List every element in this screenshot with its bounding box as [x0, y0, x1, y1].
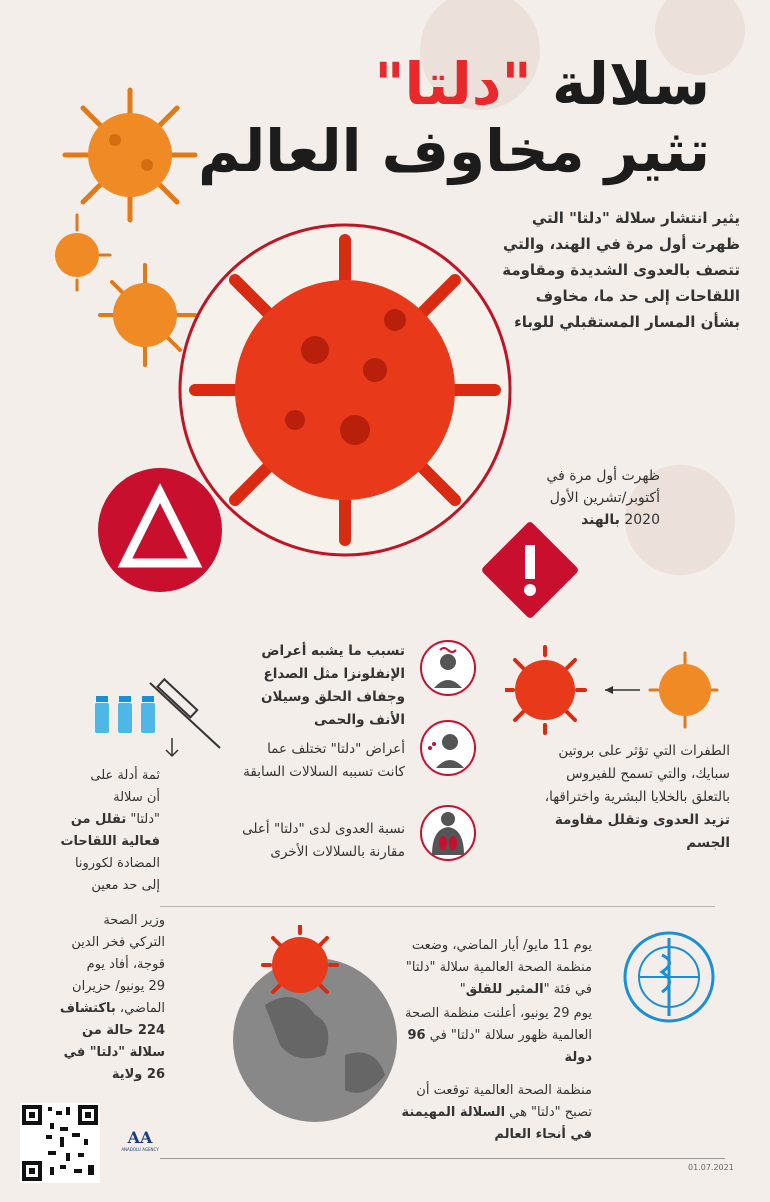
cough-icon [421, 721, 475, 775]
virus-icon [65, 90, 195, 220]
vaccine-illustration [90, 668, 225, 758]
mutation-text: الطفرات التي تؤثر على بروتين سبايك، والتي تسمح للفيروس بالتعلق بالخلايا البشرية واختراقها، تزيد العدوى وتقلل مقاومة الجسم [544, 743, 730, 851]
title-line2: تثير مخاوف العالم [198, 117, 710, 185]
title-line1: سلالة "دلتا" [374, 50, 710, 118]
arrow-down-icon [166, 738, 178, 756]
symptom-icons [418, 638, 478, 868]
anadolu-logo: AA ANADOLU AGENCY [121, 1128, 159, 1152]
vaccine-text: ثمة أدلة على أن سلالة "دلتا" تقلل من فعالية اللقاحات المضادة لكورونا إلى حد معين [60, 768, 160, 893]
symptom-text-1: تسبب ما يشبه أعراض الإنفلونزا مثل الصداع وجفاف الحلق وسيلان الأنف والحمى [260, 643, 405, 728]
virus-icon [505, 647, 585, 733]
virus-icon [650, 653, 717, 727]
who-text-2: يوم 29 يونيو، أعلنت منظمة الصحة العالمية ظهور سلالة "دلتا" في 96 دولة [405, 1006, 592, 1065]
globe-illustration [225, 925, 405, 1125]
footer-line [160, 1158, 725, 1159]
qr-code[interactable] [20, 1103, 100, 1183]
symptom-text-2: أعراض "دلتا" تختلف عما كانت تسببه السلالات السابقة [243, 741, 405, 780]
footer-date: 01.07.2021 [688, 1163, 734, 1172]
vial-icon [95, 703, 155, 733]
first-seen-info: ظهرت أول مرة في أكتوبر/تشرين الأول 2020 بالهند [546, 468, 660, 528]
who-text-3: منظمة الصحة العالمية توقعت أن تصبح "دلتا" هي السلالة المهيمنة في أنحاء العالم [401, 1083, 592, 1142]
delta-symbol-badge [95, 465, 225, 595]
syringe-icon [150, 679, 220, 748]
section-divider [160, 906, 715, 907]
who-text-1: يوم 11 مايو/ أيار الماضي، وضعت منظمة الصحة العالمية سلالة "دلتا" في فئة "المثير للقلق" [405, 938, 592, 997]
turkey-text: وزير الصحة التركي فخر الدين قوجة، أفاد يوم 29 يونيو/ حزيران الماضي، باكتشاف 224 حالة من سلالة "دلتا" في 26 ولاية [59, 913, 165, 1082]
mutation-diagram [505, 645, 720, 735]
lungs-icon [421, 806, 475, 860]
headache-icon [421, 641, 475, 695]
virus-icon [55, 215, 110, 290]
intro-text: يثير انتشار سلالة "دلتا" التي ظهرت أول مرة في الهند، والتي تتصف بالعدوى الشديدة ومقاومة اللقاحات إلى حد ما، مخاوف بشأن المسار المستقبلي للوباء [502, 209, 740, 331]
symptom-text-3: نسبة العدوى لدى "دلتا" أعلى مقارنة بالسلالات الأخرى [242, 821, 405, 860]
who-logo-icon [622, 930, 717, 1025]
title-highlight: دلتا [404, 50, 502, 118]
